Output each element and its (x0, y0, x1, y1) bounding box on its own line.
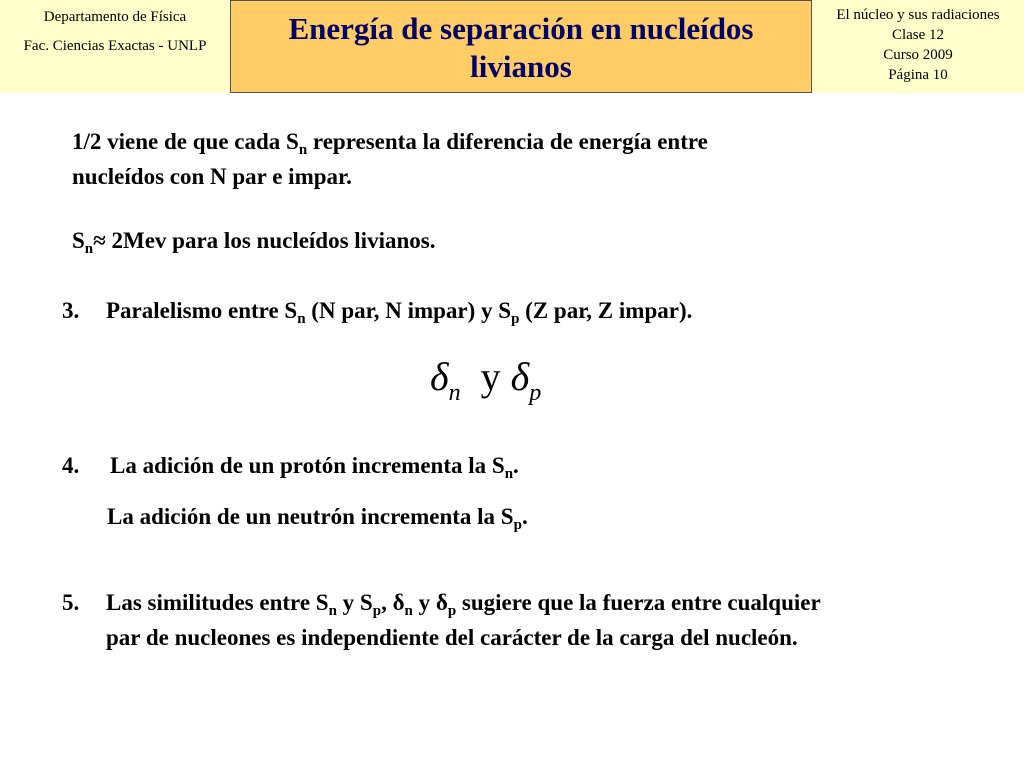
paragraph-1-line1 (72, 128, 708, 156)
subscript: p (513, 517, 522, 533)
text: y S (336, 590, 373, 615)
text: (N par, N impar) y S (305, 298, 512, 323)
text: (Z par, Z impar). (519, 298, 693, 323)
delta-symbol: δ (430, 354, 449, 399)
text: representa la diferencia de energía entre (307, 129, 708, 154)
subscript: n (504, 466, 514, 482)
subscript: p (529, 380, 542, 406)
paragraph-1-line2: nucleídos con N par e impar. (72, 164, 352, 189)
item-5-line2: par de nucleones es independiente del carácter de la carga del nucleón. (106, 625, 798, 650)
item-4-line1 (62, 452, 519, 480)
text: ≈ 2Mev para los nucleídos livianos. (93, 228, 436, 253)
subscript: n (297, 311, 306, 327)
course-year: Curso 2009 (883, 47, 953, 63)
subscript: n (404, 603, 413, 619)
class-number: Clase 12 (891, 27, 945, 43)
text: sugiere que la fuerza entre cualquier (456, 590, 821, 615)
subscript: n (328, 603, 337, 619)
item-5-line1 (62, 589, 821, 617)
paragraph-2 (72, 227, 435, 255)
delta-symbol: δ (510, 354, 530, 399)
subscript: n (298, 142, 308, 158)
subscript: p (447, 603, 457, 619)
text: S (72, 228, 85, 253)
text: 1/2 viene de que cada S (72, 129, 299, 154)
slide-title-line2: livianos (470, 49, 572, 84)
page-number: Página 10 (888, 67, 948, 83)
delta-formula (430, 352, 542, 406)
subscript: p (511, 311, 520, 327)
text: La adición de un protón incrementa la S (110, 453, 505, 478)
item-3 (62, 297, 692, 325)
course-name: El núcleo y sus radiaciones (836, 7, 1000, 23)
item-4-line2 (107, 503, 528, 531)
text: . (521, 504, 528, 529)
header-department-box (0, 0, 230, 93)
text: Paralelismo entre S (106, 298, 298, 323)
slide-title-box (230, 0, 812, 93)
subscript: n (448, 380, 461, 406)
text: y δ (412, 590, 448, 615)
subscript: p (372, 603, 382, 619)
text: , δ (381, 590, 405, 615)
subscript: n (84, 241, 94, 257)
text: Las similitudes entre S (106, 590, 329, 615)
item-number: 3. (62, 298, 80, 323)
header-course-box (812, 0, 1024, 93)
text: La adición de un neutrón incrementa la S (107, 504, 514, 529)
text: . (513, 453, 519, 478)
department-name: Departamento de Física (43, 9, 187, 25)
faculty-name: Fac. Ciencias Exactas - UNLP (23, 38, 207, 54)
item-number: 5. (62, 590, 80, 615)
slide-title-line1: Energía de separación en nucleídos (288, 11, 754, 46)
conjunction: y (480, 354, 501, 399)
item-number: 4. (62, 453, 80, 478)
